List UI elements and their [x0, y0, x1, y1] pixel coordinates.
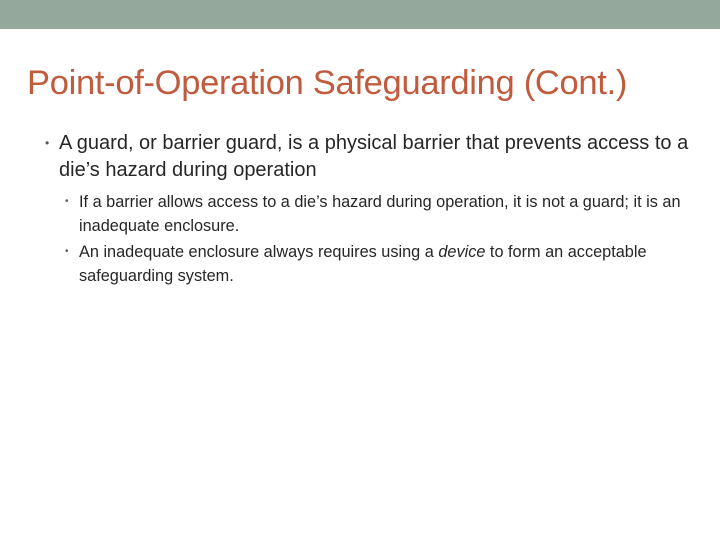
- sub-bullet-text-before: An inadequate enclosure always requires using a: [79, 243, 439, 261]
- bullet-item: [45, 130, 695, 184]
- slide-body: [45, 130, 695, 290]
- sub-bullet-marker: •: [65, 246, 69, 257]
- sub-bullet-item: [65, 240, 689, 288]
- sub-bullet-item: [65, 190, 689, 238]
- bullet-text: A guard, or barrier guard, is a physical barrier that prevents access to a die’s hazard during operation: [59, 132, 689, 181]
- sub-bullet-text: If a barrier allows access to a die’s hazard during operation, it is not a guard; it is an inadequate enclosure.: [79, 193, 681, 235]
- bullet-marker: •: [45, 136, 50, 150]
- sub-bullet-text-after: to form an acceptable safeguarding system.: [79, 243, 647, 285]
- top-accent-bar: [0, 0, 720, 29]
- sub-bullet-marker: •: [65, 196, 69, 207]
- sub-bullet-emphasis: device: [438, 243, 486, 261]
- sub-bullet-list: [45, 190, 695, 288]
- slide-title: Point-of-Operation Safeguarding (Cont.): [27, 64, 628, 102]
